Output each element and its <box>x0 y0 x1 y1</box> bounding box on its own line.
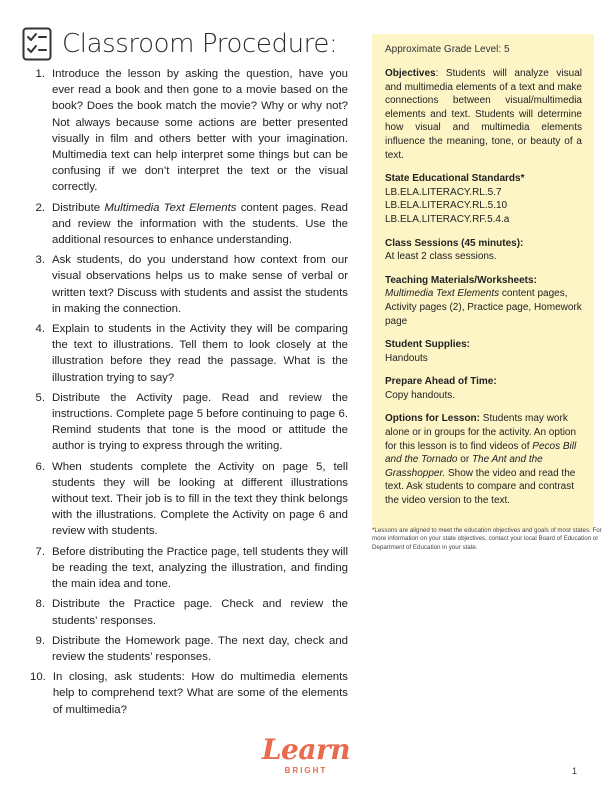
procedure-step <box>30 633 348 665</box>
step-text-segment: Distribute the Homework page. The next day, check and review the students’ responses. <box>52 634 348 663</box>
step-text-segment: Multimedia Text Elements <box>104 201 237 214</box>
objectives-heading: Objectives <box>385 68 436 79</box>
standard-item: LB.ELA.LITERACY.RL.5.10 <box>385 200 508 212</box>
options-section <box>385 412 582 507</box>
step-number: 3. <box>35 254 45 267</box>
procedure-step <box>30 459 348 540</box>
sessions-heading: Class Sessions (45 minutes): <box>385 237 524 249</box>
options-text-segment: Show the video and read the text. Ask students to compare and contrast the video version to the text. <box>385 467 576 507</box>
procedure-step <box>30 596 348 628</box>
options-heading: Options for Lesson: <box>385 413 480 425</box>
step-text <box>52 390 348 455</box>
step-text <box>52 596 348 628</box>
standards-footnote: *Lessons are aligned to meet the education objectives and goals of most states. For more information on your state objectives, contact your local Board of Education or Department of Education in your state. <box>372 527 602 551</box>
step-text-segment: Distribute the Practice page. Check and review the students’ responses. <box>52 598 348 627</box>
options-text-segment: The Ant and the Grasshopper. <box>385 454 543 479</box>
step-number: 9. <box>35 634 45 647</box>
materials-title: Multimedia Text Elements <box>385 288 500 300</box>
step-number: 10. <box>30 671 46 684</box>
step-text-segment: Explain to students in the Activity they will be comparing the text to illustrations. Tell them to look closely at the illustration before they read the passage. What is the illustration trying to say? <box>52 323 348 384</box>
step-text <box>52 544 348 593</box>
standard-item: LB.ELA.LITERACY.RL.5.7 <box>385 186 502 198</box>
options-text-segment: or <box>457 454 472 466</box>
step-text <box>52 252 348 317</box>
logo-wordmark: Learn <box>261 733 351 766</box>
learn-bright-logo <box>254 733 358 783</box>
step-text <box>52 66 348 196</box>
options-text <box>385 413 576 506</box>
step-number: 7. <box>35 545 45 558</box>
supplies-text: Handouts <box>385 352 428 364</box>
procedure-step <box>30 321 348 386</box>
lesson-info-sidebar <box>372 34 594 530</box>
step-number: 5. <box>35 391 45 404</box>
step-number: 4. <box>35 323 45 336</box>
standard-item: LB.ELA.LITERACY.RF.5.4.a <box>385 213 510 225</box>
step-number: 8. <box>35 598 45 611</box>
page-number: 1 <box>572 766 578 776</box>
step-number: 1. <box>35 68 45 80</box>
step-text-segment: Before distributing the Practice page, tell students they will be reading the text, analyzing the illustration, and finding the main idea and tone. <box>52 545 348 591</box>
objectives-text: : Students will analyze visual and multimedia elements of a text and make connections between visual/multimedia elements and text. Students will determine how visual and multimedia elements influence the meaning, tone, or beauty of a text. <box>385 68 582 161</box>
step-text <box>52 633 348 665</box>
prepare-section <box>385 375 582 402</box>
procedure-step <box>30 66 348 196</box>
procedure-step <box>30 252 348 317</box>
step-text-segment: Distribute the Activity page. Read and review the instructions. Complete page 5 before continuing to page 6. Remind students that tone is the mood or attitude the author is trying to express through the writing. <box>52 391 348 453</box>
materials-section <box>385 274 582 328</box>
step-text-segment: content pages. Read and review the information with the students. Use the additional resources to enhance understanding. <box>52 201 348 247</box>
procedure-list <box>30 66 348 722</box>
step-text <box>52 200 348 249</box>
step-text-segment: In closing, ask students: How do multimedia elements help to comprehend text? What are some of the elements of multimedia? <box>52 671 348 716</box>
step-number: 2. <box>35 201 45 214</box>
procedure-step <box>30 544 348 593</box>
options-text-segment: Students may work alone or in groups for the activity. An option for this lesson is to find videos of <box>385 413 577 452</box>
page-header <box>22 24 362 64</box>
materials-heading: Teaching Materials/Worksheets: <box>385 274 537 286</box>
grade-level: Approximate Grade Level: 5 <box>385 44 510 55</box>
logo-subtitle: BRIGHT <box>284 766 328 775</box>
objectives-section <box>385 67 582 162</box>
step-text-segment: Ask students, do you understand how context from our visual observations helps us to make sense of verbal or written text? Discuss with students and assist the students in making the connection. <box>52 254 348 315</box>
prepare-text: Copy handouts. <box>385 389 456 401</box>
options-text-segment: Pecos Bill and the Tornado <box>385 440 577 466</box>
prepare-heading: Prepare Ahead of Time: <box>385 376 497 388</box>
step-text-segment: Distribute <box>52 201 105 214</box>
materials-text: content pages, Activity pages (2), Practice page, Homework page <box>385 288 582 327</box>
step-number: 6. <box>35 460 45 473</box>
step-text-segment: When students complete the Activity on page 5, tell students they will be looking at different illustrations without text. Their job is to fill in the text they think belongs with the illustrations. Complete the Activity on page 6 and review with students. <box>52 460 348 538</box>
standards-heading: State Educational Standards* <box>385 173 525 185</box>
sessions-text: At least 2 class sessions. <box>385 251 497 263</box>
sessions-section <box>385 237 582 264</box>
page-title: Classroom Procedure: <box>62 29 338 59</box>
standards-section <box>385 172 582 226</box>
supplies-section <box>385 338 582 365</box>
step-text-segment: Introduce the lesson by asking the question, have you ever read a book and then gone to a movie based on the book? Does the book match the movie? Why or why not? Not always because some actions are better presented visually in film and others better with your imagination. Multimedia text can help interpret some things but can be confusing if we don’t interpret the text or the visual correctly. <box>52 68 348 194</box>
step-text <box>52 459 348 540</box>
procedure-step <box>30 669 348 718</box>
step-text <box>52 321 348 386</box>
step-text <box>53 669 348 718</box>
procedure-step <box>30 390 348 455</box>
procedure-step <box>30 200 348 249</box>
checklist-icon <box>22 27 52 61</box>
supplies-heading: Student Supplies: <box>385 339 470 351</box>
